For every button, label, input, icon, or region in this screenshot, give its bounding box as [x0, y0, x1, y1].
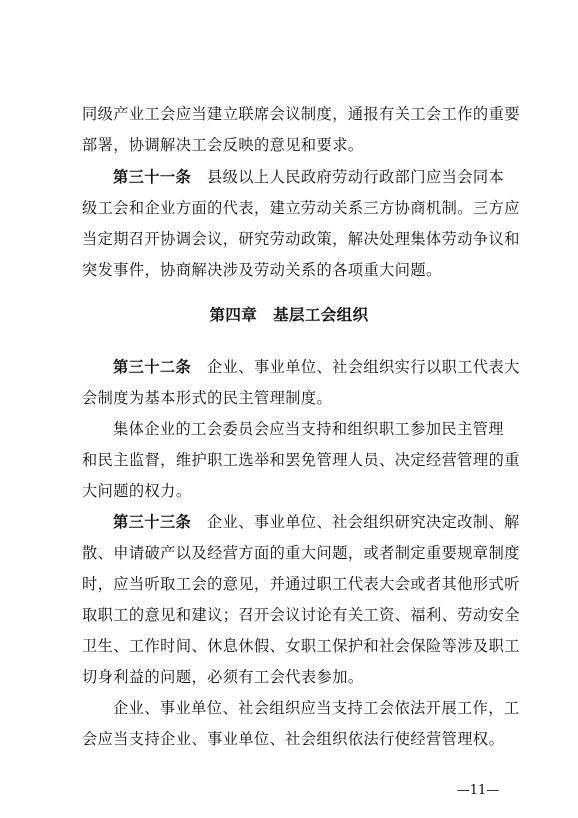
chapter-title: 第四章 基层工会组织 — [209, 306, 369, 324]
article-31-first-line — [113, 167, 512, 187]
article-33-line-5: 卫生、工作时间、休息休假、女职工保护和社会保险等涉及职工 — [82, 637, 520, 655]
support-work-line-1: 企业、事业单位、社会组织应当支持工会依法开展工作，工 — [113, 699, 520, 717]
article-33-line-6: 切身利益的问题，必须有工会代表参加。 — [82, 668, 364, 686]
page-number: —11— — [456, 783, 500, 798]
article-32-heading: 第三十二条 — [113, 358, 192, 376]
article-33-first-line — [113, 512, 520, 532]
article-31-heading: 第三十一条 — [113, 168, 192, 186]
article-33-line-3: 时，应当听取工会的意见，并通过职工代表大会或者其他形式听 — [82, 575, 520, 593]
article-31-line-4: 突发事件，协商解决涉及劳动关系的各项重大问题。 — [82, 261, 442, 279]
article-33-spacer — [191, 513, 207, 531]
collective-enterprise-line-2: 和民主监督，维护职工选举和罢免管理人员、决定经营管理的重 — [82, 451, 520, 469]
article-33-heading: 第三十三条 — [113, 513, 192, 531]
article-31-line-3: 当定期召开协调会议，研究劳动政策，解决处理集体劳动争议和 — [82, 230, 520, 248]
paragraph-line-continuation-2: 部署，协调解决工会反映的意见和要求。 — [82, 136, 364, 154]
article-32-spacer — [191, 358, 207, 376]
article-32-text-start: 企业、事业单位、社会组织实行以职工代表大 — [207, 358, 520, 376]
article-33-line-4: 取职工的意见和建议；召开会议讨论有关工资、福利、劳动安全 — [82, 606, 520, 624]
paragraph-line-continuation-1: 同级产业工会应当建立联席会议制度，通报有关工会工作的重要 — [82, 105, 520, 123]
article-31-spacer — [191, 168, 207, 186]
article-32-first-line — [113, 357, 520, 377]
article-31-line-2: 级工会和企业方面的代表，建立劳动关系三方协商机制。三方应 — [82, 199, 520, 217]
article-33-text-start: 企业、事业单位、社会组织研究决定改制、解 — [207, 513, 520, 531]
collective-enterprise-line-3: 大问题的权力。 — [82, 482, 192, 500]
collective-enterprise-line-1: 集体企业的工会委员会应当支持和组织职工参加民主管理 — [113, 420, 504, 438]
support-work-line-2: 会应当支持企业、事业单位、社会组织依法行使经营管理权。 — [82, 730, 505, 748]
article-32-line-2: 会制度为基本形式的民主管理制度。 — [82, 389, 333, 407]
article-33-line-2: 散、申请破产以及经营方面的重大问题，或者制定重要规章制度 — [82, 544, 520, 562]
article-31-text-start: 县级以上人民政府劳动行政部门应当会同本 — [207, 168, 505, 186]
